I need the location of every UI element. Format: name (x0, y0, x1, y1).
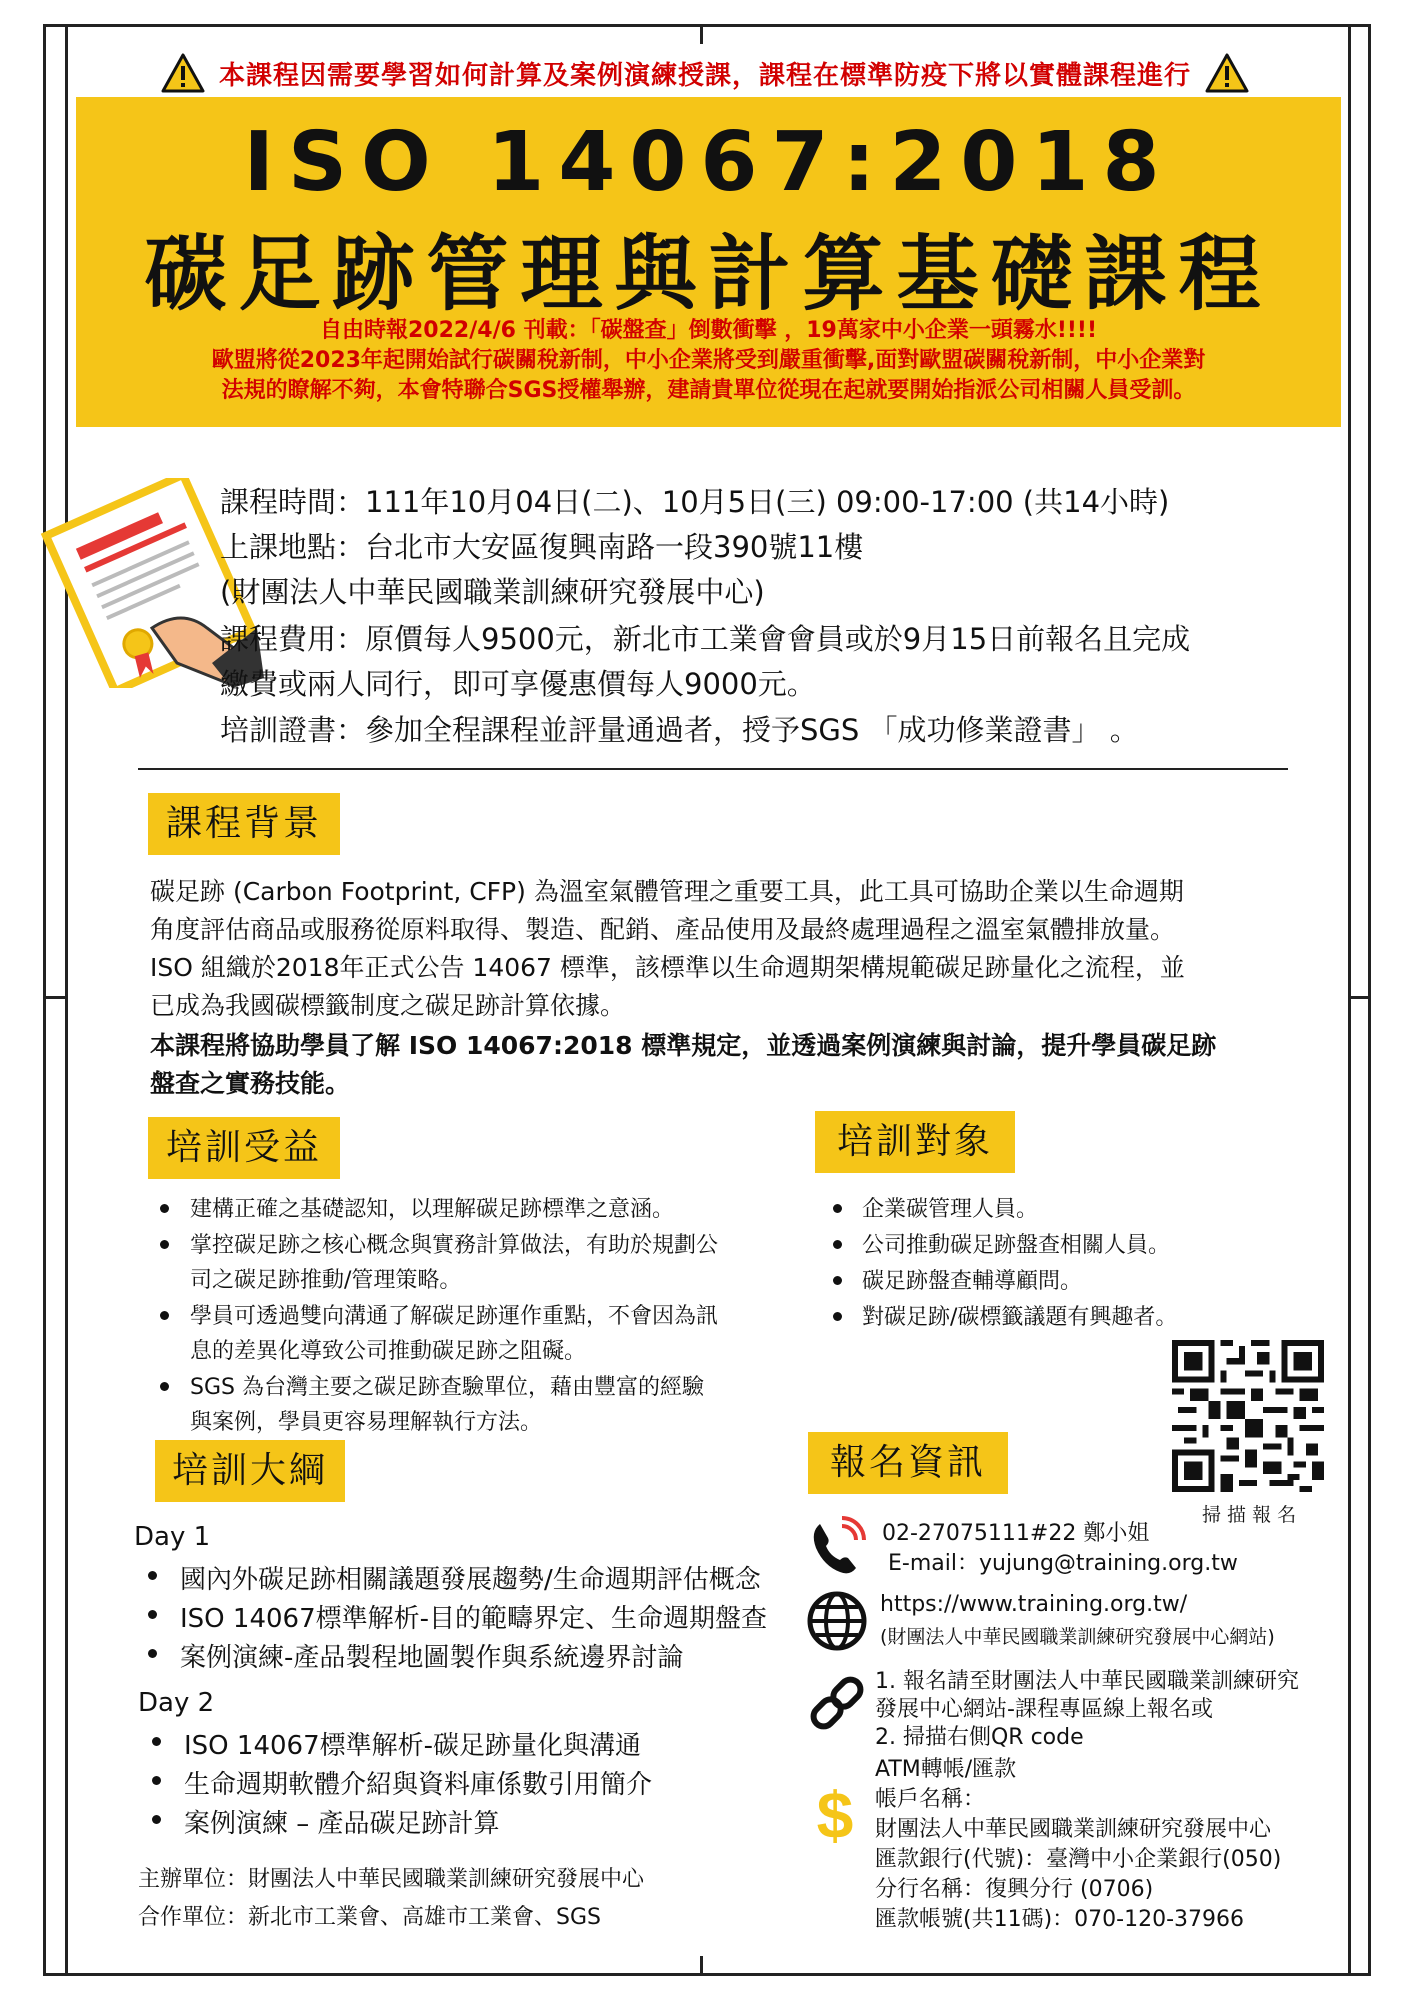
benefit-item: 學員可透過雙向溝通了解碳足跡運作重點，不會因為訊 (190, 1304, 719, 1329)
link-icon (806, 1672, 868, 1734)
outline-item: ISO 14067標準解析-目的範疇界定、生命週期盤查 (180, 1604, 767, 1634)
section-heading-benefits: 培訓受益 (148, 1117, 340, 1179)
bullet-dot (160, 1240, 169, 1249)
register-step: 發展中心網站-課程專區線上報名或 (875, 1697, 1213, 1722)
warning-icon (1205, 53, 1249, 93)
frame-tick (700, 24, 703, 44)
audience-item: 對碳足跡/碳標籤議題有興趣者。 (862, 1305, 1178, 1330)
warning-bar (115, 48, 1295, 98)
website-note: (財團法人中華民國職業訓練研究發展中心網站) (880, 1626, 1275, 1648)
banner-note: 法規的瞭解不夠，本會特聯合SGS授權舉辦，建請貴單位從現在起就要開始指派公司相關人員受訓。 (221, 378, 1196, 403)
benefit-item: 建構正確之基礎認知，以理解碳足跡標準之意涵。 (190, 1197, 675, 1222)
bullet-dot (833, 1276, 842, 1285)
bank-line: 財團法人中華民國職業訓練研究發展中心 (875, 1817, 1272, 1842)
info-time: 課程時間：111年10月04日(二)、10月5日(三) 09:00-17:00 (共14小時) (220, 485, 1170, 519)
background-line: 碳足跡 (Carbon Footprint, CFP) 為溫室氣體管理之重要工具，此工具可協助企業以生命週期 (150, 877, 1184, 906)
frame-tick (1351, 996, 1371, 999)
bullet-dot (160, 1382, 169, 1391)
bullet-dot (833, 1312, 842, 1321)
banner-note: 自由時報2022/4/6 刊載：「碳盤查」倒數衝擊 ，19萬家中小企業一頭霧水!!!! (320, 318, 1097, 343)
info-location-sub: (財團法人中華民國職業訓練研究發展中心) (220, 575, 765, 609)
contact-email[interactable]: E-mail：yujung@training.org.tw (888, 1551, 1238, 1576)
phone-icon (806, 1516, 868, 1578)
banner-note: 歐盟將從2023年起開始試行碳關稅新制，中小企業將受到嚴重衝擊,面對歐盟碳關稅新制，中小企業對 (211, 348, 1206, 373)
info-fee: 課程費用：原價每人9500元，新北市工業會會員或於9月15日前報名且完成 (220, 622, 1191, 656)
background-line: 角度評估商品或服務從原料取得、製造、配銷、產品使用及最終處理過程之溫室氣體排放量。 (150, 915, 1176, 944)
website-link[interactable]: https://www.training.org.tw/ (880, 1592, 1188, 1617)
bullet-dot (833, 1240, 842, 1249)
warning-icon (161, 53, 205, 93)
section-heading-background: 課程背景 (148, 793, 340, 855)
background-line: 已成為我國碳標籤制度之碳足跡計算依據。 (150, 991, 626, 1020)
bank-line: 匯款帳號(共11碼)：070-120-37966 (875, 1907, 1245, 1932)
frame-tick (700, 1956, 703, 1976)
bullet-dot (160, 1204, 169, 1213)
qr-caption: 掃 描 報 名 (1202, 1504, 1297, 1526)
bullet-dot (148, 1610, 157, 1619)
outline-item: 生命週期軟體介紹與資料庫係數引用簡介 (184, 1770, 653, 1800)
title-line-1: ISO 14067:2018 (243, 115, 1174, 210)
svg-text:$: $ (816, 1778, 854, 1848)
audience-item: 碳足跡盤查輔導顧問。 (862, 1269, 1083, 1294)
outline-item: 案例演練 – 產品碳足跡計算 (184, 1809, 500, 1839)
warning-text: 本課程因需要學習如何計算及案例演練授課，課程在標準防疫下將以實體課程進行 (218, 60, 1191, 91)
outline-day-2: Day 2 (138, 1688, 215, 1718)
register-step: 2. 掃描右側QR code (875, 1725, 1084, 1750)
organizer: 主辦單位：財團法人中華民國職業訓練研究發展中心 (138, 1867, 645, 1892)
bullet-dot (152, 1737, 161, 1746)
section-heading-audience: 培訓對象 (815, 1111, 1015, 1173)
divider (138, 768, 1288, 770)
info-fee-sub: 繳費或兩人同行，即可享優惠價每人9000元。 (220, 667, 816, 701)
contact-phone: 02-27075111#22 鄭小姐 (882, 1521, 1150, 1546)
section-heading-outline: 培訓大綱 (155, 1440, 345, 1502)
outline-item: 國內外碳足跡相關議題發展趨勢/生命週期評估概念 (180, 1565, 761, 1595)
background-line: 本課程將協助學員了解 ISO 14067:2018 標準規定，並透過案例演練與討論，提升學員碳足跡 (150, 1031, 1217, 1060)
register-step: 1. 報名請至財團法人中華民國職業訓練研究 (875, 1669, 1299, 1694)
bank-line: 分行名稱：復興分行 (0706) (875, 1877, 1154, 1902)
background-line: ISO 組織於2018年正式公告 14067 標準，該標準以生命週期架構規範碳足跡量化之流程，並 (150, 953, 1185, 982)
qr-code[interactable] (1172, 1340, 1324, 1492)
benefit-item: SGS 為台灣主要之碳足跡查驗單位，藉由豐富的經驗 (190, 1375, 704, 1400)
bullet-dot (148, 1649, 157, 1658)
title-line-2: 碳足跡管理與計算基礎課程 (144, 227, 1273, 322)
background-line: 盤查之實務技能。 (150, 1069, 351, 1098)
bank-line: 帳戶名稱： (875, 1787, 986, 1812)
benefit-item: 與案例，學員更容易理解執行方法。 (190, 1410, 543, 1435)
bullet-dot (833, 1204, 842, 1213)
section-heading-registration: 報名資訊 (808, 1432, 1008, 1494)
benefit-item: 司之碳足跡推動/管理策略。 (190, 1268, 462, 1293)
globe-icon (806, 1590, 868, 1652)
benefit-item: 息的差異化導致公司推動碳足跡之阻礙。 (190, 1339, 587, 1364)
info-certificate: 培訓證書：參加全程課程並評量通過者，授予SGS 「成功修業證書」 。 (220, 713, 1139, 747)
title-banner (76, 97, 1341, 427)
outline-day-1: Day 1 (134, 1522, 211, 1552)
partners: 合作單位：新北市工業會、高雄市工業會、SGS (138, 1905, 601, 1930)
benefit-item: 掌控碳足跡之核心概念與實務計算做法，有助於規劃公 (190, 1233, 719, 1258)
outline-item: ISO 14067標準解析-碳足跡量化與溝通 (184, 1731, 641, 1761)
outline-item: 案例演練-產品製程地圖製作與系統邊界討論 (180, 1643, 684, 1673)
bank-line: 匯款銀行(代號)：臺灣中小企業銀行(050) (875, 1847, 1282, 1872)
audience-item: 企業碳管理人員。 (862, 1197, 1039, 1222)
bank-line: ATM轉帳/匯款 (875, 1757, 1017, 1782)
dollar-icon (812, 1778, 858, 1848)
frame-tick (43, 996, 65, 999)
audience-item: 公司推動碳足跡盤查相關人員。 (862, 1233, 1171, 1258)
info-location: 上課地點：台北市大安區復興南路一段390號11樓 (220, 530, 864, 564)
bullet-dot (152, 1776, 161, 1785)
bullet-dot (152, 1815, 161, 1824)
bullet-dot (148, 1571, 157, 1580)
bullet-dot (160, 1311, 169, 1320)
